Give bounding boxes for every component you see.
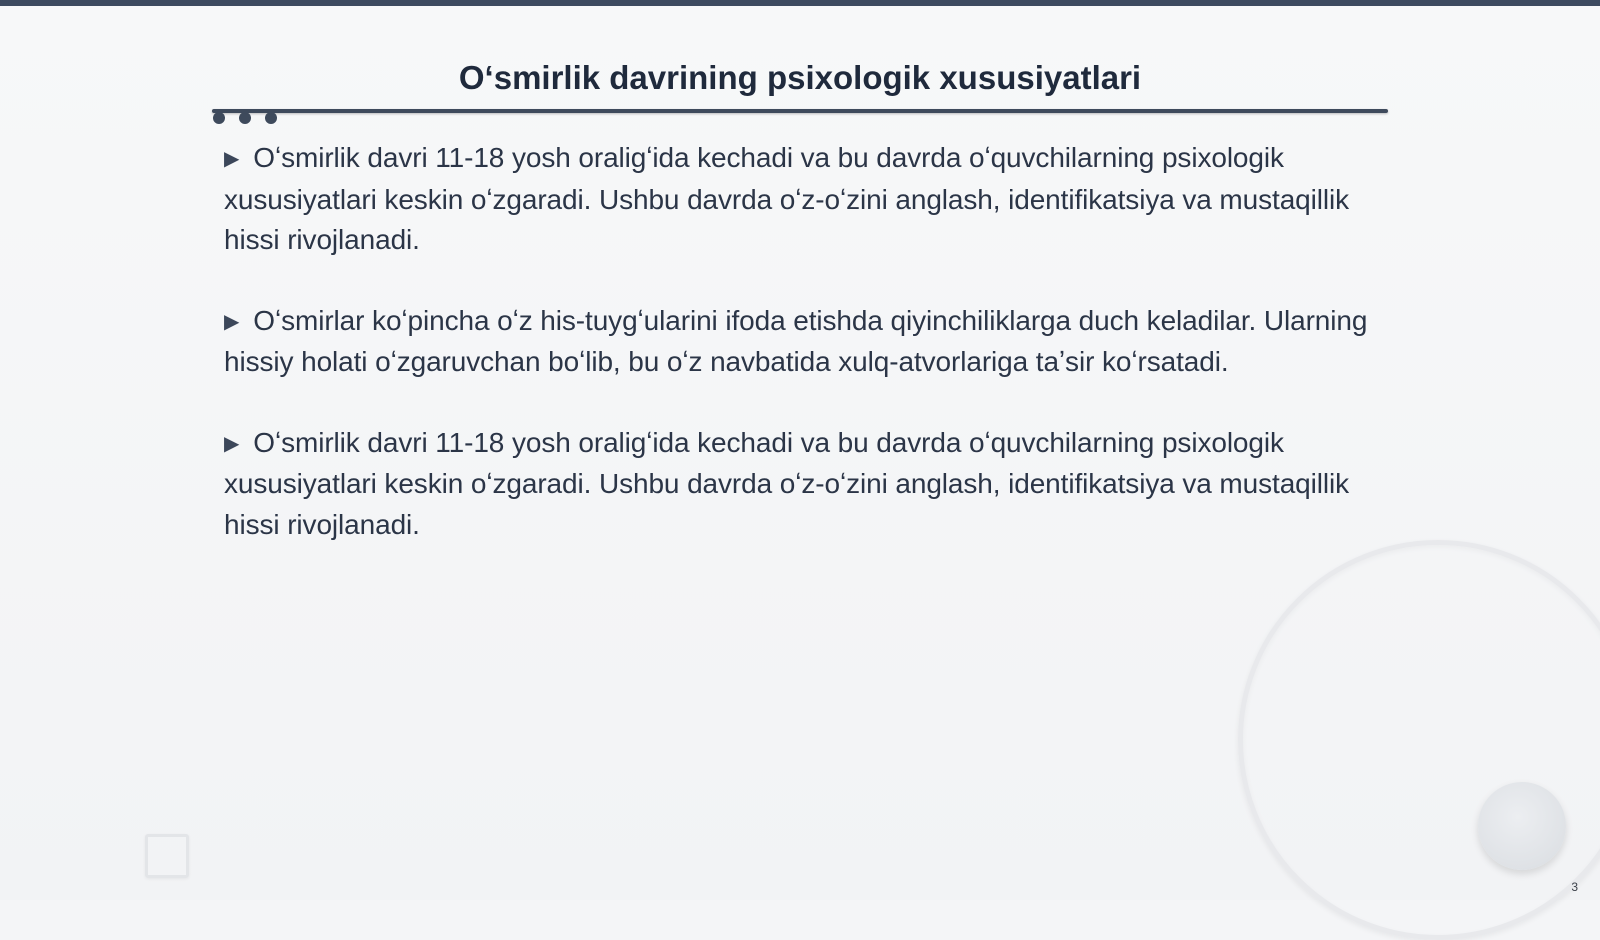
decorative-dot [213,112,225,124]
page-number: 3 [1571,880,1578,894]
bullet-text: Oʻsmirlar koʻpincha oʻz his-tuygʻularini ifoda etishda qiyinchiliklarga duch keladilar. Ularning hissiy holati oʻzgaruvchan boʻlib, bu oʻz navbatida xulq-atvorlariga taʼsir koʻrsatadi. [224,304,1368,377]
slide-title: Oʻsmirlik davrining psixologik xususiyatlari [458,59,1142,96]
bullet-arrow-icon: ▶ [224,432,240,455]
title-underline [212,109,1388,113]
bullet-arrow-icon: ▶ [224,310,240,333]
decorative-dot [239,112,251,124]
bullet-item [224,423,1394,546]
bullet-text: Oʻsmirlik davri 11-18 yosh oraligʻida kechadi va bu davrda oʻquvchilarning psixologik xususiyatlari keskin oʻzgaradi. Ushbu davrda oʻz-oʻzini anglash, identifikatsiya va mustaqillik hissi rivojlanadi. [224,426,1350,540]
bullet-text: Oʻsmirlik davri 11-18 yosh oraligʻida kechadi va bu davrda oʻquvchilarning psixologik xususiyatlari keskin oʻzgaradi. Ushbu davrda oʻz-oʻzini anglash, identifikatsiya va mustaqillik hissi rivojlanadi. [224,142,1350,255]
bullet-item [224,138,1394,261]
decorative-circle [1478,782,1566,870]
slide-content [224,138,1394,585]
bullet-arrow-icon: ▶ [224,148,240,170]
bullet-item [224,301,1394,383]
decorative-dot [265,112,277,124]
decorative-square [145,834,189,878]
